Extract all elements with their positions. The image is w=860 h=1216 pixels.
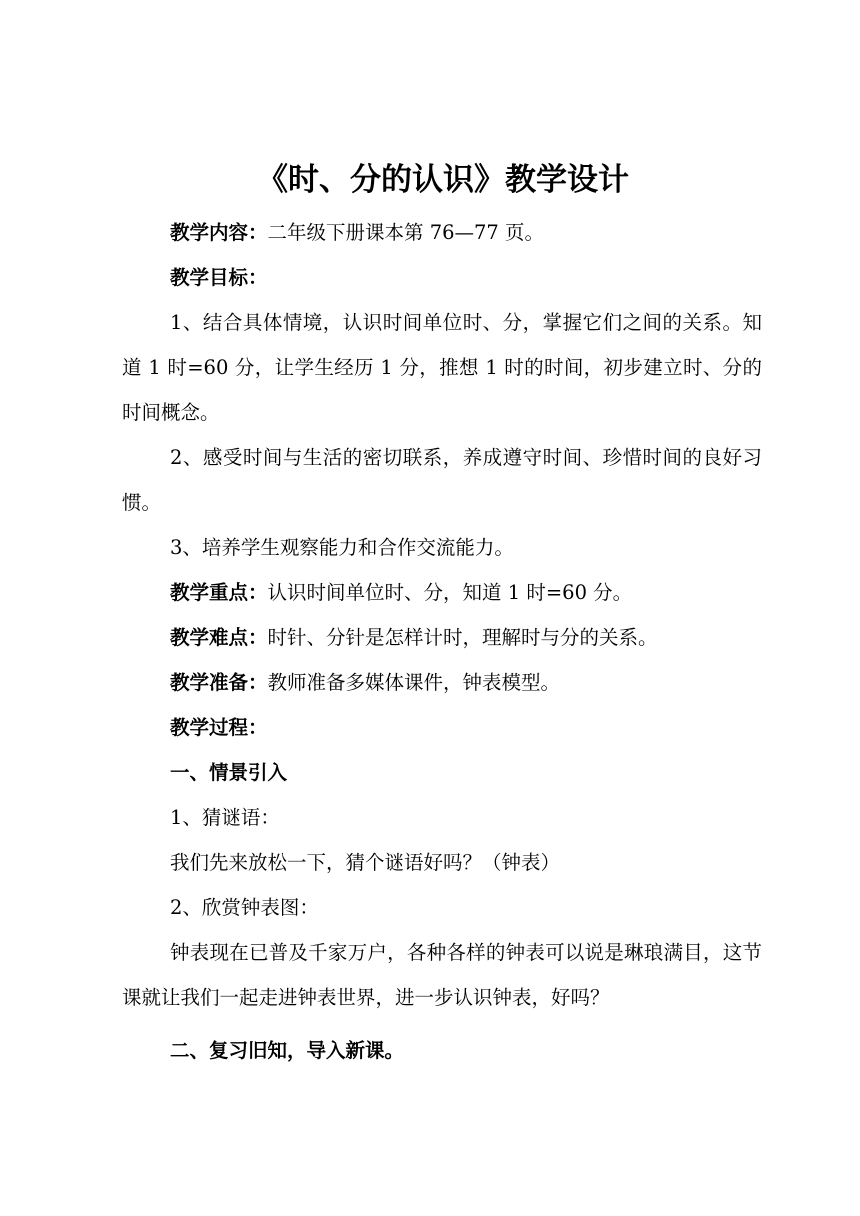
difficulty-label: 教学难点：	[170, 626, 268, 649]
section-1-sub-2: 2、欣赏钟表图：	[170, 896, 319, 919]
goal-item-3: 3、培养学生观察能力和合作交流能力。	[170, 536, 514, 559]
section-1-sub-1-text: 我们先来放松一下，猜个谜语好吗？（钟表）	[170, 851, 561, 874]
preparation-label: 教学准备：	[170, 671, 268, 694]
teaching-content-label: 教学内容：	[170, 221, 268, 244]
preparation-text: 教师准备多媒体课件，钟表模型。	[267, 671, 561, 694]
document-title: 《时、分的认识》教学设计	[257, 162, 629, 198]
key-point-label: 教学重点：	[170, 581, 268, 604]
difficulty-text: 时针、分针是怎样计时，理解时与分的关系。	[267, 626, 658, 649]
process-line	[122, 705, 762, 750]
document-body	[122, 210, 762, 1073]
key-point-line	[122, 570, 762, 615]
goal-item-1: 1、结合具体情境，认识时间单位时、分，掌握它们之间的关系。知道 1 时=60 分，让学生经历 1 分，推想 1 时的时间，初步建立时、分的时间概念。	[122, 311, 762, 424]
teaching-goals-label: 教学目标：	[170, 266, 268, 289]
section-2-heading: 二、复习旧知，导入新课。	[170, 1039, 405, 1062]
section-1-sub-2-text: 钟表现在已普及千家万户，各种各样的钟表可以说是琳琅满目，这节课就让我们一起走进钟表世界，进一步认识钟表，好吗？	[122, 941, 762, 1009]
teaching-content-text: 二年级下册课本第 76—77 页。	[267, 221, 545, 244]
difficulty-line	[122, 615, 762, 660]
section-1-heading: 一、情景引入	[170, 761, 288, 784]
teaching-content-line	[122, 210, 762, 255]
teaching-goals-line	[122, 255, 762, 300]
process-label: 教学过程：	[170, 716, 268, 739]
key-point-text: 认识时间单位时、分，知道 1 时=60 分。	[267, 581, 633, 604]
goal-item-2: 2、感受时间与生活的密切联系，养成遵守时间、珍惜时间的良好习惯。	[122, 446, 762, 514]
preparation-line	[122, 660, 762, 705]
section-1-sub-1: 1、猜谜语：	[170, 806, 280, 829]
